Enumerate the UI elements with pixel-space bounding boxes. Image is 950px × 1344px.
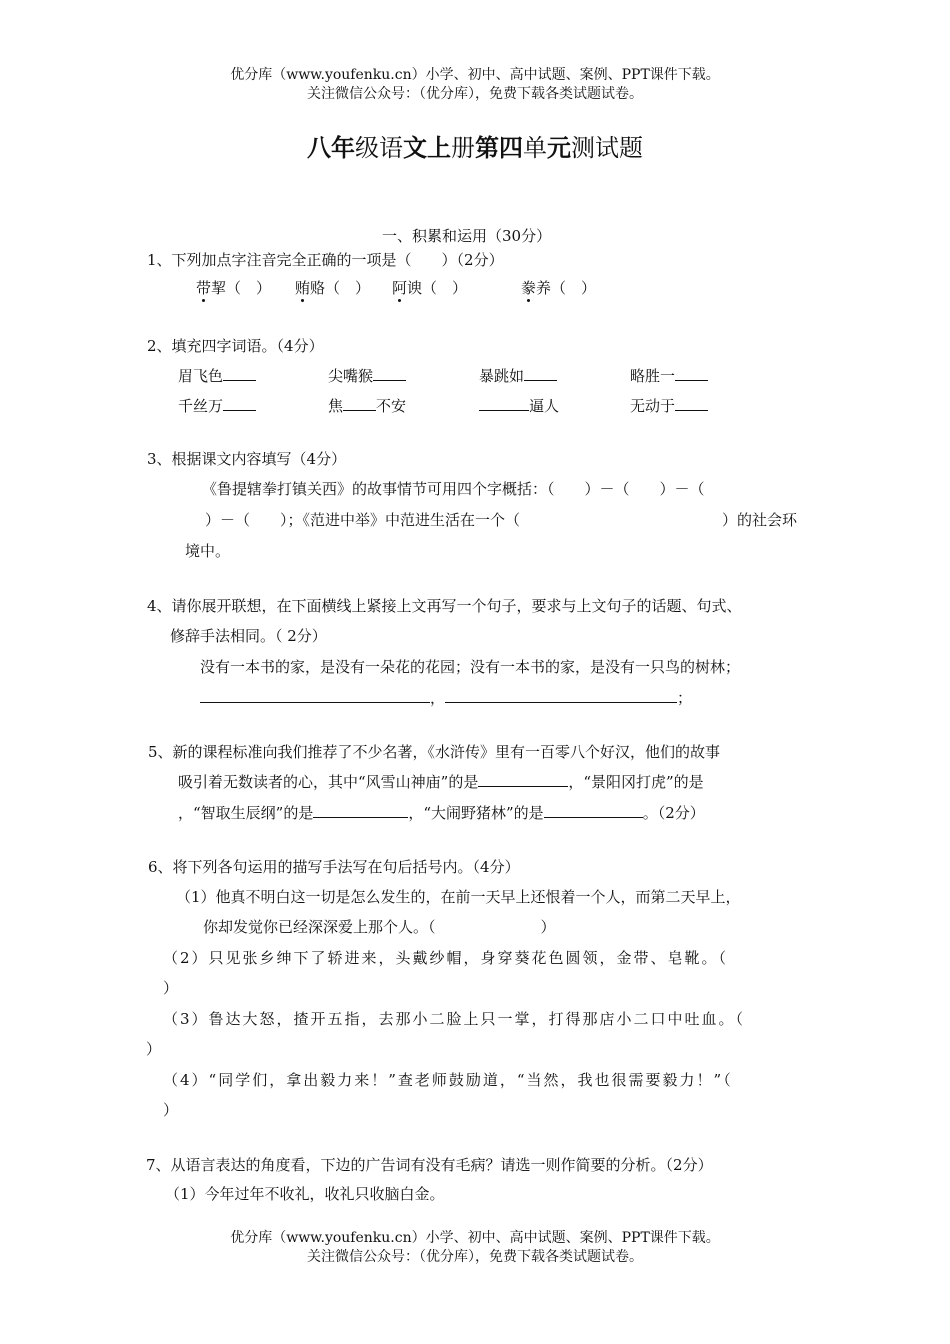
q4-stem-2: 修辞手法相同。（ 2分） [170,627,327,645]
q6-sentence-4: （4）“同学们，拿出毅力来！”查老师鼓励道，“当然，我也很需要毅力！”（ [163,1071,733,1089]
q6-sentence-1: （1）他真不明白这一切是怎么发生的，在前一天早上还恨着一个人，而第二天早上， [176,888,741,906]
q2-word: 暴跳如 [479,366,557,386]
footer-line-1: 优分库（www.youfenku.cn）小学、初中、高中试题、案例、PPT课件下载。 [230,1230,720,1246]
q5-line-3: ，“智取生辰纲”的是 ，“大闹野猪林”的是 。（2分） [178,804,705,822]
q7-stem: 7、从语言表达的角度看，下边的广告词有没有毛病？请选一则作简要的分析。（2分） [146,1156,713,1174]
q5-line-1: 5、新的课程标准向我们推荐了不少名著，《水浒传》里有一百零八个好汉，他们的故事 [148,743,721,761]
q3-stem: 3、根据课文内容填写（4分） [147,450,347,468]
header-line-2: 关注微信公众号：（优分库），免费下载各类试题试卷。 [307,86,643,102]
q1-option: 阿谀（ ） [392,279,468,297]
q2-word: 眉飞色 [178,366,256,386]
q3-line-2-end: ）的社会环 [722,511,798,529]
footer-line-2: 关注微信公众号：（优分库），免费下载各类试题试卷。 [307,1249,643,1265]
q6-sentence-1-cont: 你却发觉你已经深深爱上那个人。（ ） [203,918,556,936]
q1-option: 豢养（ ） [521,279,597,297]
q6-stem: 6、将下列各句运用的描写手法写在句后括号内。（4分） [148,858,520,876]
q4-stem-1: 4、请你展开联想，在下面横线上紧接上文再写一个句子，要求与上文句子的话题、句式、 [147,597,742,615]
q2-word: 焦 不安 [328,397,407,415]
q6-sentence-2: （2）只见张乡绅下了轿进来，头戴纱帽，身穿葵花色圆领，金带、皂靴。（ [163,949,729,967]
q2-stem: 2、填充四字词语。（4分） [147,337,324,355]
q3-line-1: 《鲁提辖拳打镇关西》的故事情节可用四个字概括：（ ）－（ ）－（ [202,480,705,498]
q3-line-2: ）－（ ）；《范进中举》中范进生活在一个（ [205,511,521,529]
q1-stem: 1、下列加点字注音完全正确的一项是（ ）（2分） [147,251,504,269]
q7-sentence-1: （1）今年过年不收礼，收礼只收脑白金。 [165,1185,445,1203]
q6-sentence-4-end: ） [163,1101,179,1119]
q1-option: 带挈（ ） [196,279,272,297]
q6-sentence-3-end: ） [146,1040,162,1058]
q2-word: 略胜一 [630,366,708,386]
q3-line-3: 境中。 [185,542,231,560]
header-line-1: 优分库（www.youfenku.cn）小学、初中、高中试题、案例、PPT课件下载。 [230,67,720,83]
q6-sentence-3: （3）鲁达大怒，揸开五指，去那小二脸上只一掌，打得那店小二口中吐血。（ [163,1010,746,1028]
q4-sentence: 没有一本书的家，是没有一朵花的花园；没有一本书的家，是没有一只鸟的树林； [200,658,741,676]
q4-answer-lines: ， ； [200,688,692,708]
q2-word: 千丝万 [178,396,256,416]
page-title: 八年级语文上册第四单元测试题 [307,133,643,162]
q6-sentence-2-end: ） [163,979,179,997]
section-heading: 一、积累和运用（30分） [382,227,552,245]
q2-word: 无动于 [630,396,708,416]
q2-word: 尖嘴猴 [328,366,406,386]
q2-word: 逼人 [479,396,559,416]
q5-line-2: 吸引着无数读者的心，其中“风雪山神庙”的是 ，“景阳冈打虎”的是 [178,773,704,791]
q1-option: 贿赂（ ） [295,279,371,297]
